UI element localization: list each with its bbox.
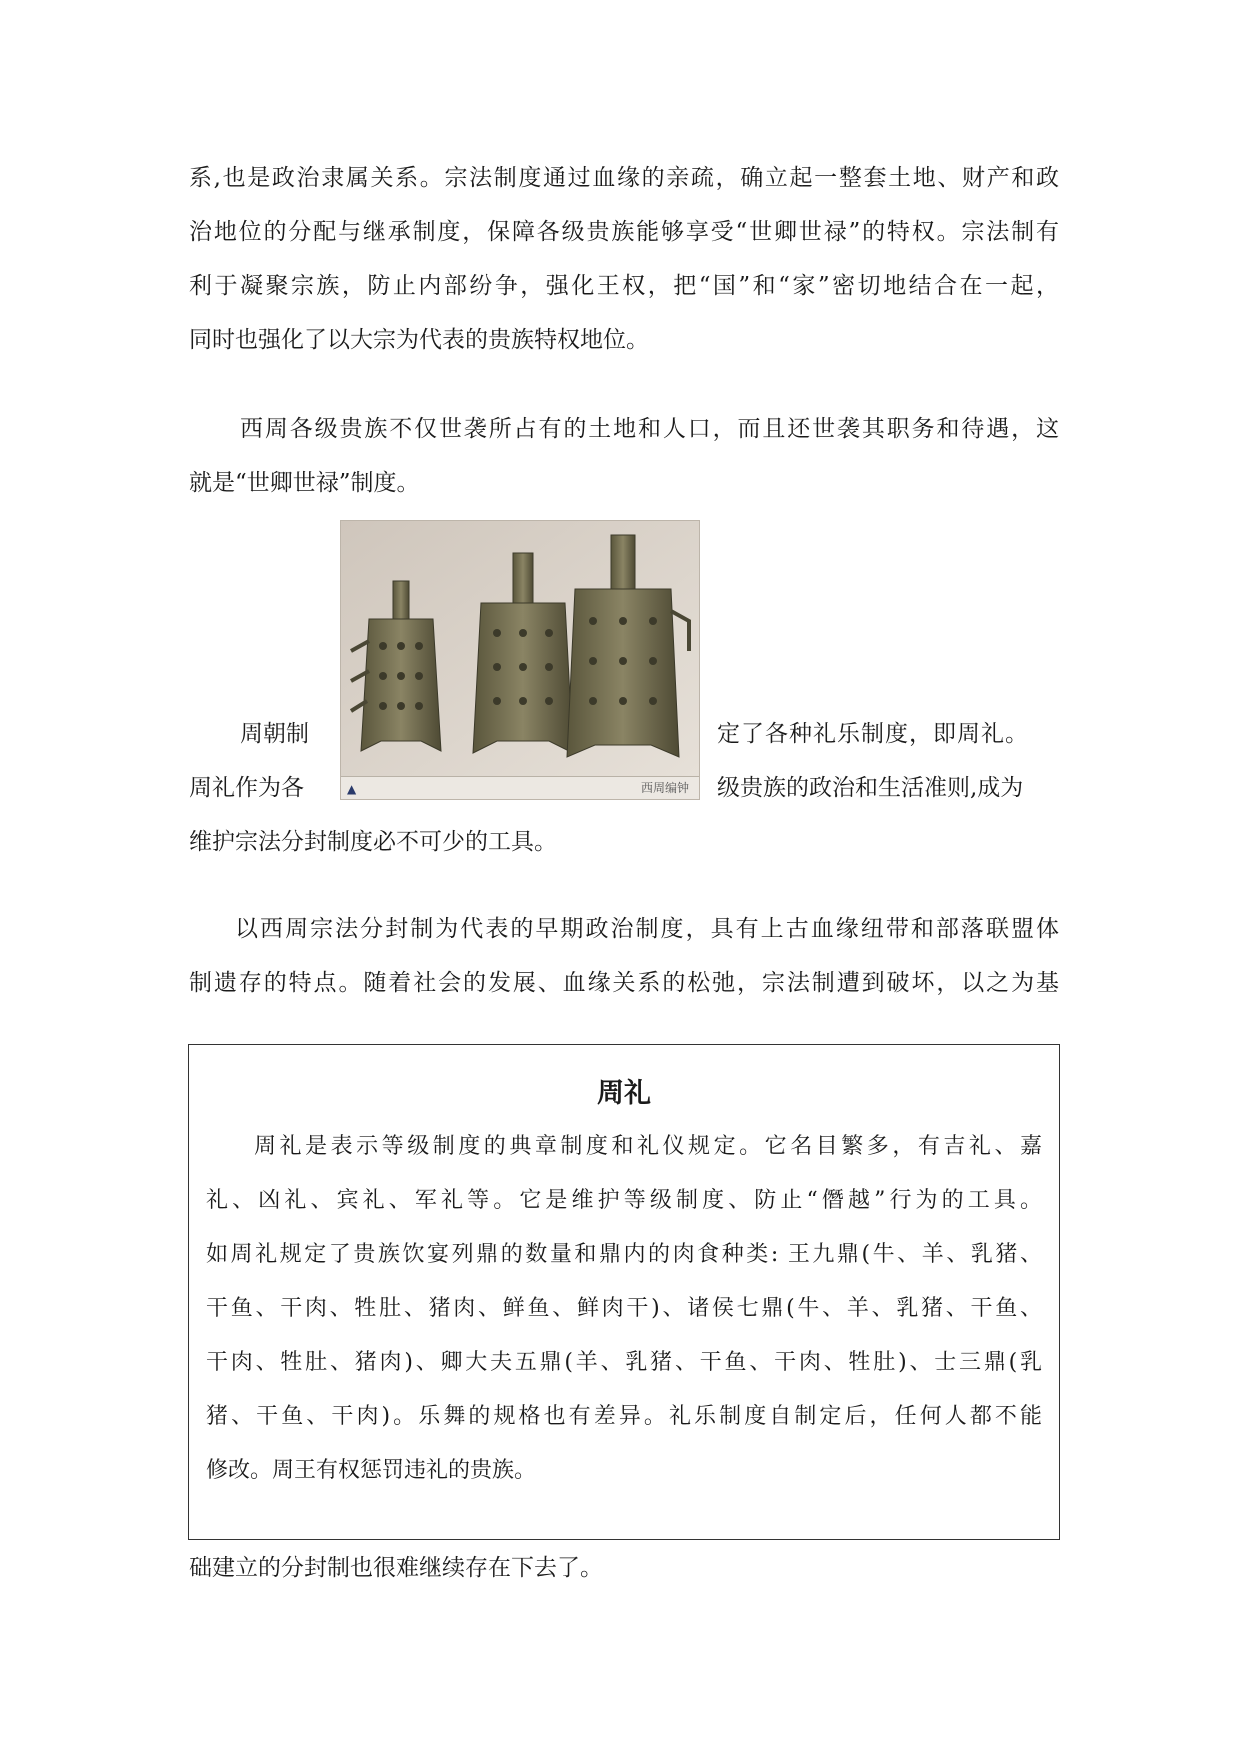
photo-caption-bar	[341, 776, 699, 799]
paragraph-1-line-4: 同时也强化了以大宗为代表的贵族特权地位。	[189, 327, 649, 353]
sidebar-title: 周礼	[597, 1078, 651, 1109]
paragraph-5-line-1: 础建立的分封制也很难继续存在下去了。	[189, 1555, 603, 1581]
paragraph-4-line-2: 制遗存的特点。随着社会的发展、血缘关系的松弛，宗法制遭到破坏，以之为基	[189, 970, 1059, 996]
paragraph-3-line-1-left: 周朝制	[240, 721, 309, 747]
paragraph-2-line-1: 西周各级贵族不仅世袭所占有的土地和人口，而且还世袭其职务和待遇，这	[240, 416, 1059, 442]
paragraph-1-line-3: 利于凝聚宗族，防止内部纷争，强化王权，把“国”和“家”密切地结合在一起，	[189, 273, 1059, 299]
photo-caption: 西周编钟	[640, 781, 689, 795]
paragraph-3-line-1-right: 定了各种礼乐制度，即周礼。	[717, 721, 1029, 747]
sidebar-line-7: 修改。周王有权惩罚违礼的贵族。	[206, 1458, 537, 1483]
paragraph-3-line-2-left: 周礼作为各	[189, 775, 304, 801]
paragraph-1-line-1: 系,也是政治隶属关系。宗法制度通过血缘的亲疏，确立起一整套土地、财产和政	[189, 165, 1059, 191]
caption-triangle-icon: ▲	[347, 782, 357, 796]
paragraph-2-line-2: 就是“世卿世禄”制度。	[189, 470, 420, 496]
zhouli-sidebar-box	[188, 1044, 1060, 1540]
sidebar-line-5: 干肉、牲肚、猪肉)、卿大夫五鼎(羊、乳猪、干鱼、干肉、牲肚)、士三鼎(乳	[206, 1350, 1042, 1375]
paragraph-1-line-2: 治地位的分配与继承制度，保障各级贵族能够享受“世卿世禄”的特权。宗法制有	[189, 219, 1059, 245]
bronze-bells-image	[341, 521, 699, 777]
bronze-bells-photo	[340, 520, 700, 800]
paragraph-3-line-3: 维护宗法分封制度必不可少的工具。	[189, 829, 557, 855]
sidebar-line-6: 猪、干鱼、干肉)。乐舞的规格也有差异。礼乐制度自制定后，任何人都不能	[206, 1404, 1042, 1429]
paragraph-4-line-1: 以西周宗法分封制为代表的早期政治制度，具有上古血缘纽带和部落联盟体	[235, 916, 1059, 942]
sidebar-line-3: 如周礼规定了贵族饮宴列鼎的数量和鼎内的肉食种类: 王九鼎(牛、羊、乳猪、	[206, 1242, 1042, 1267]
paragraph-3-line-2-right: 级贵族的政治和生活准则,成为	[717, 775, 1024, 801]
sidebar-line-2: 礼、凶礼、宾礼、军礼等。它是维护等级制度、防止“僭越”行为的工具。	[206, 1188, 1042, 1213]
sidebar-line-1: 周礼是表示等级制度的典章制度和礼仪规定。它名目繁多，有吉礼、嘉	[254, 1134, 1042, 1159]
sidebar-line-4: 干鱼、干肉、牲肚、猪肉、鲜鱼、鲜肉干)、诸侯七鼎(牛、羊、乳猪、干鱼、	[206, 1296, 1042, 1321]
